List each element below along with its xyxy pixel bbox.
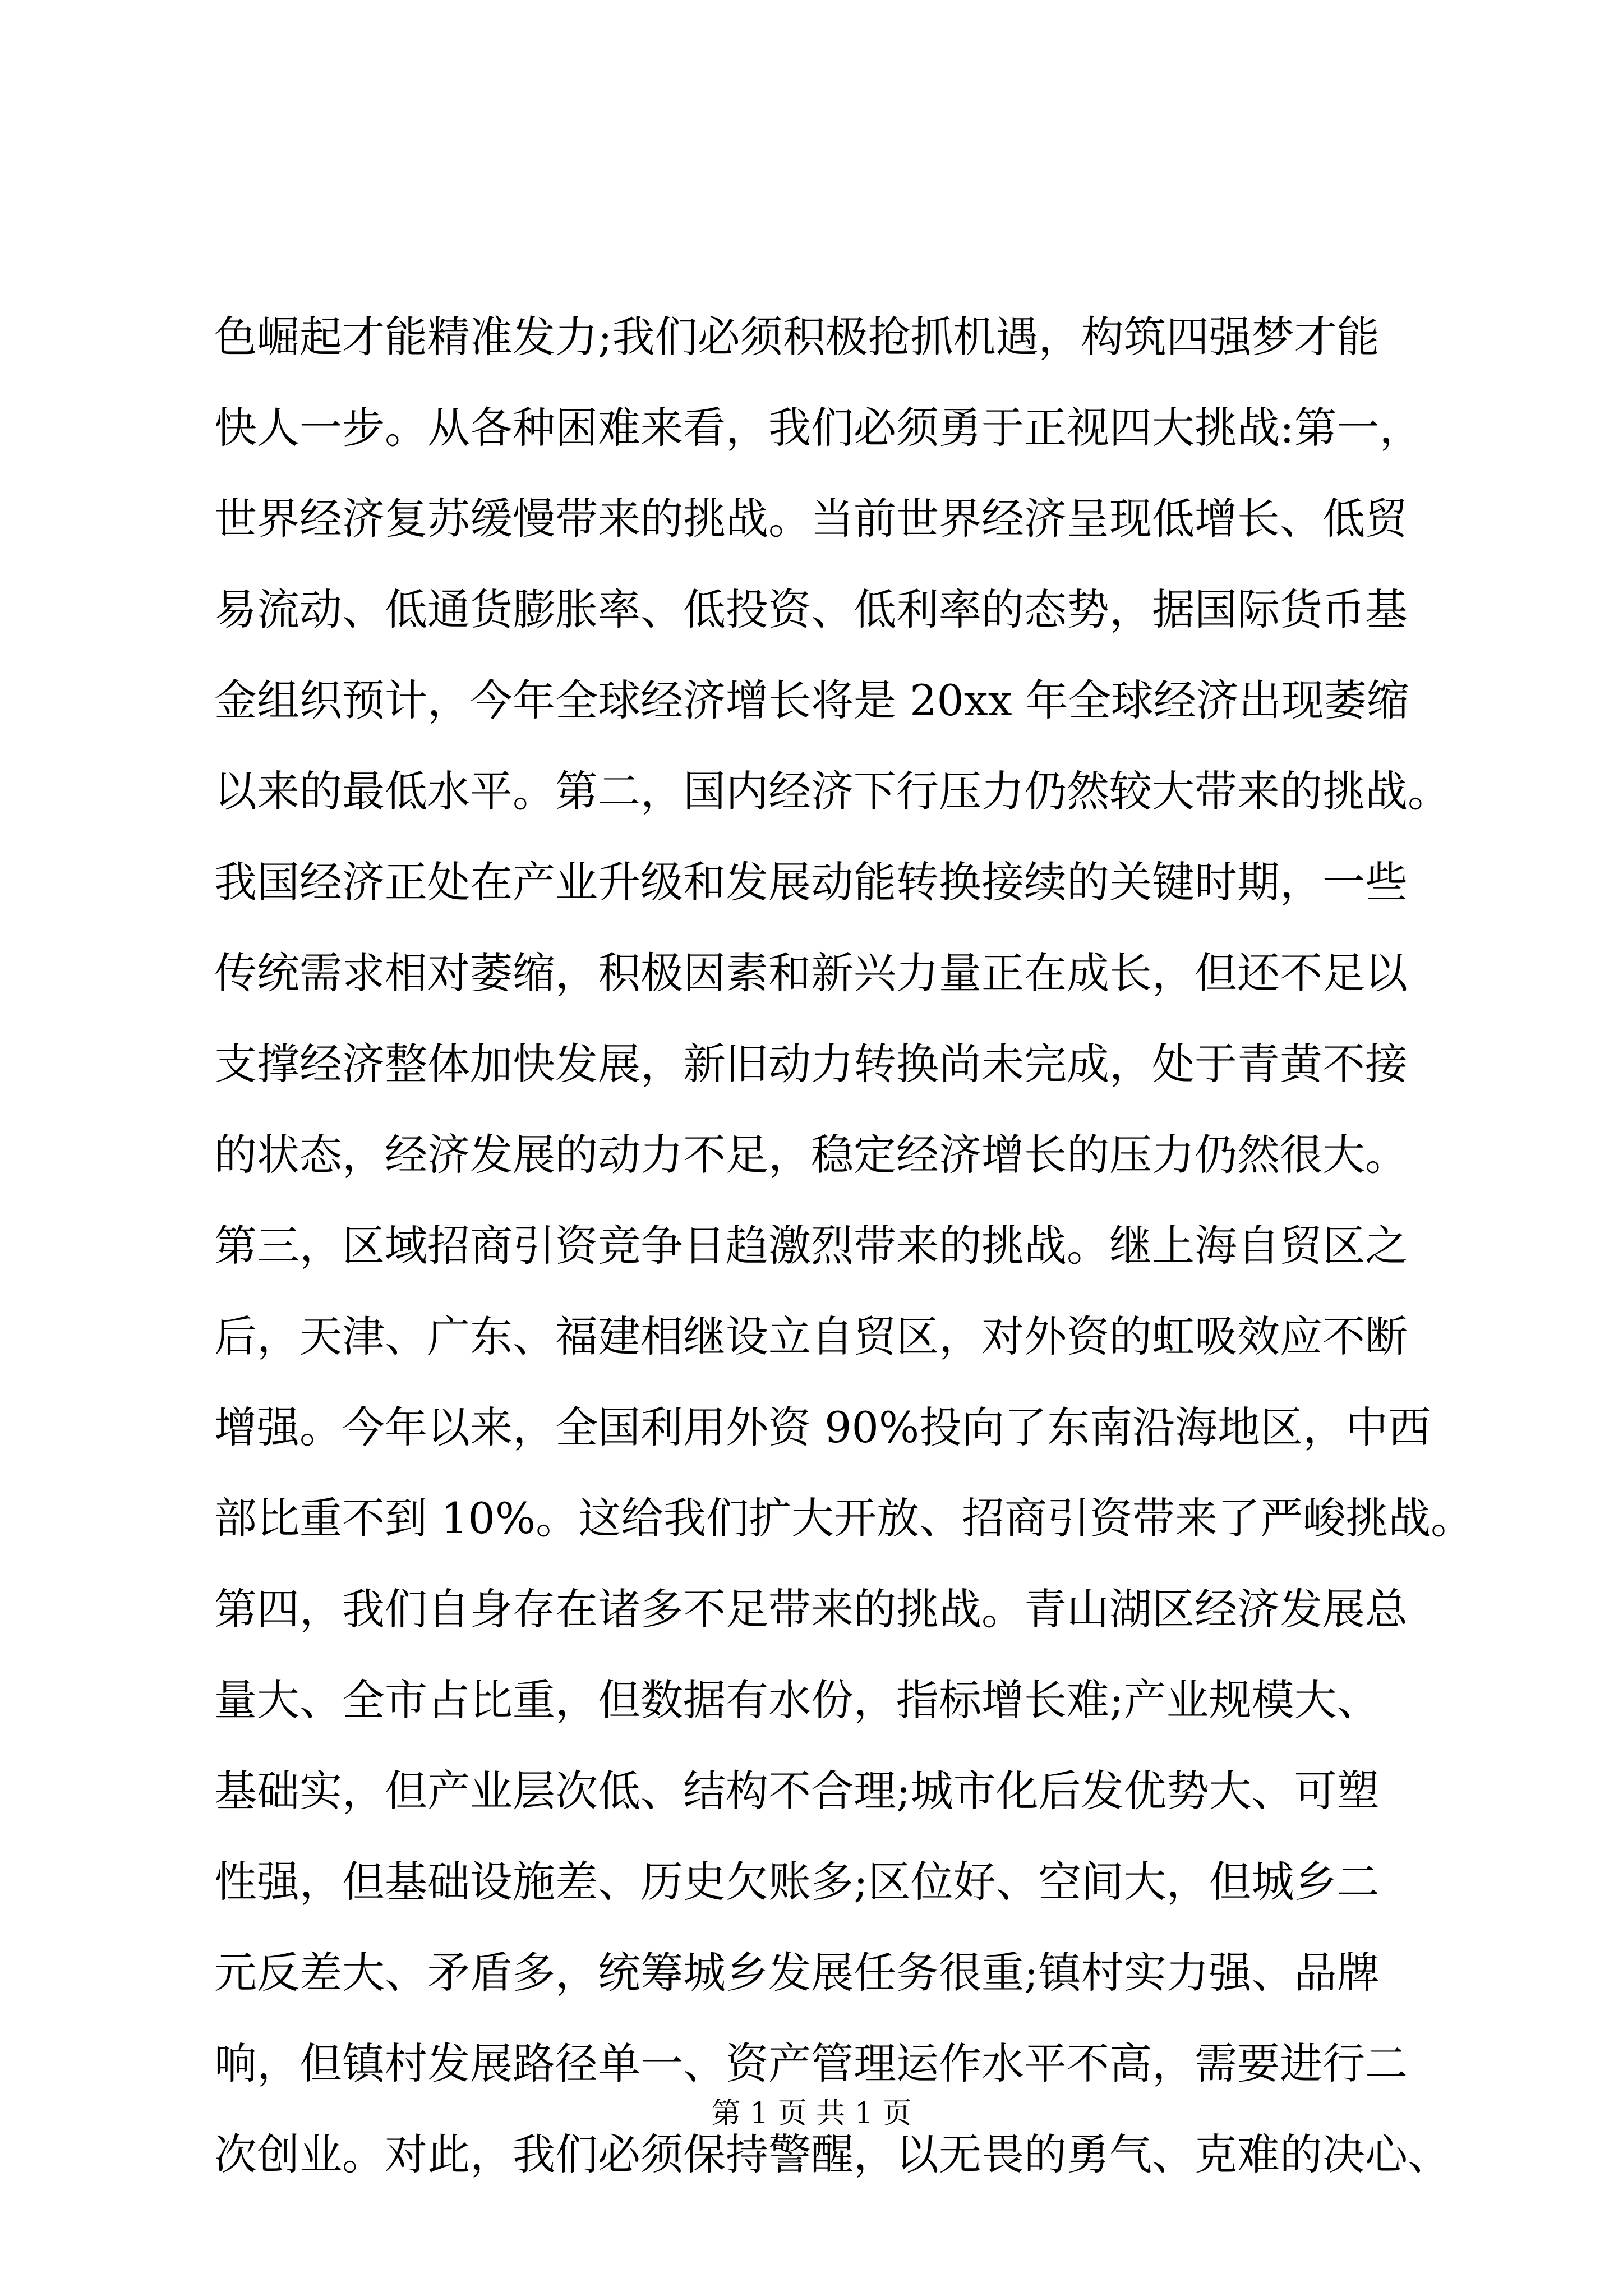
text-line: 量大、全市占比重，但数据有水份，指标增长难;产业规模大、 — [214, 1675, 1380, 1725]
text-line: 世界经济复苏缓慢带来的挑战。当前世界经济呈现低增长、低贸 — [214, 494, 1408, 544]
text-line: 后，天津、广东、福建相继设立自贸区，对外资的虹吸效应不断 — [214, 1312, 1408, 1361]
text-line: 增强。今年以来，全国利用外资 90%投向了东南沿海地区，中西 — [214, 1402, 1431, 1452]
text-line: 部比重不到 10%。这给我们扩大开放、招商引资带来了严峻挑战。 — [214, 1493, 1474, 1543]
text-line: 色崛起才能精准发力;我们必须积极抢抓机遇，构筑四强梦才能 — [214, 312, 1380, 362]
text-line: 易流动、低通货膨胀率、低投资、低利率的态势，据国际货币基 — [214, 585, 1408, 634]
text-line: 我国经济正处在产业升级和发展动能转换接续的关键时期，一些 — [214, 857, 1408, 907]
text-line: 的状态，经济发展的动力不足，稳定经济增长的压力仍然很大。 — [214, 1130, 1408, 1180]
text-line: 支撑经济整体加快发展，新旧动力转换尚未完成，处于青黄不接 — [214, 1039, 1408, 1089]
text-line: 元反差大、矛盾多，统筹城乡发展任务很重;镇村实力强、品牌 — [214, 1948, 1380, 1998]
text-line: 金组织预计，今年全球经济增长将是 20xx 年全球经济出现萎缩 — [214, 675, 1409, 725]
text-line: 快人一步。从各种困难来看，我们必须勇于正视四大挑战:第一， — [214, 403, 1422, 453]
body-text — [214, 292, 1474, 2200]
text-line: 次创业。对此，我们必须保持警醒，以无畏的勇气、克难的决心、 — [214, 2129, 1450, 2179]
text-line: 第三，区域招商引资竞争日趋激烈带来的挑战。继上海自贸区之 — [214, 1221, 1408, 1271]
text-line: 传统需求相对萎缩，积极因素和新兴力量正在成长，但还不足以 — [214, 948, 1408, 998]
page-footer: 第 1 页 共 1 页 — [711, 2097, 912, 2131]
text-line: 以来的最低水平。第二，国内经济下行压力仍然较大带来的挑战。 — [214, 766, 1450, 816]
text-line: 基础实，但产业层次低、结构不合理;城市化后发优势大、可塑 — [214, 1766, 1380, 1816]
text-line: 第四，我们自身存在诸多不足带来的挑战。青山湖区经济发展总 — [214, 1584, 1408, 1634]
text-line: 性强，但基础设施差、历史欠账多;区位好、空间大，但城乡二 — [214, 1857, 1380, 1907]
text-line: 响，但镇村发展路径单一、资产管理运作水平不高，需要进行二 — [214, 2039, 1408, 2088]
